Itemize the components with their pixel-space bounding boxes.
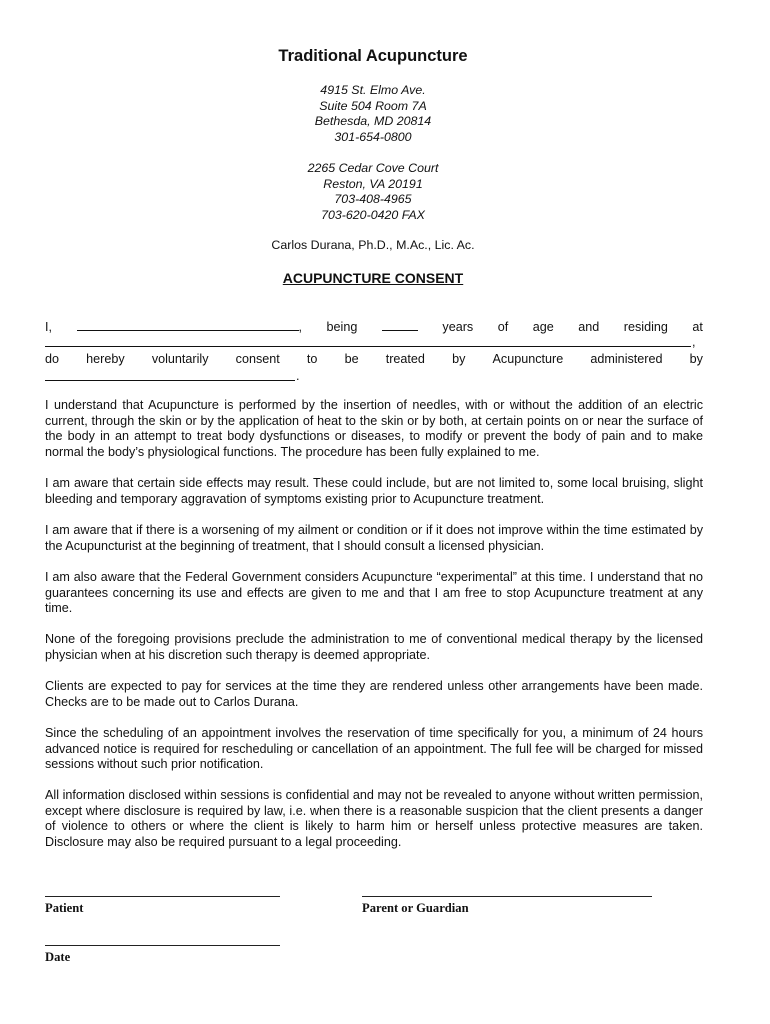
practitioner-period: . bbox=[296, 369, 300, 383]
fax-line: 703-620-0420 FAX bbox=[321, 207, 425, 222]
name-field-group bbox=[77, 320, 303, 334]
word: to bbox=[306, 352, 318, 366]
age-blank[interactable] bbox=[382, 320, 418, 331]
practice-title: Traditional Acupuncture bbox=[278, 47, 468, 65]
paragraph-confidentiality: All information disclosed within sessions is confidential and may not be revealed to anyone without written permission, except where disclosure is required by law, i.e. when there is a reasonable suspicion that the client presents a danger of violence to others or where the client is likely to harm him or herself unless protective measures are taken. Disclosure may also be required pursuant to a legal proceeding. bbox=[45, 788, 703, 849]
word: , bbox=[298, 320, 303, 334]
address-blank[interactable] bbox=[45, 346, 691, 347]
address-line: 2265 Cedar Cove Court bbox=[307, 161, 439, 175]
bethesda-address bbox=[0, 83, 746, 145]
address-line: Reston, VA 20191 bbox=[323, 176, 423, 191]
paragraph-conventional-therapy: None of the foregoing provisions preclude the administration to me of conventional medical therapy by the licensed physician when at his discretion such therapy is deemed appropriate. bbox=[45, 632, 703, 662]
word: voluntarily bbox=[151, 352, 209, 366]
guardian-signature-line[interactable] bbox=[362, 896, 652, 897]
word: by bbox=[689, 352, 703, 366]
word: years bbox=[442, 320, 474, 334]
word: do bbox=[45, 352, 60, 366]
word: age bbox=[532, 320, 554, 334]
paragraph-side-effects: I am aware that certain side effects may result. These could include, but are not limited to, some local bruising, slight bleeding and temporary aggravation of symptoms existing prior to Acupuncture treatment. bbox=[45, 476, 703, 506]
address-comma: , bbox=[692, 335, 696, 349]
name-blank[interactable] bbox=[77, 320, 299, 331]
paragraph-worsening: I am aware that if there is a worsening of my ailment or condition or if it does not improve within the time estimated by the Acupuncturist at the beginning of treatment, that I should consult a licensed physician. bbox=[45, 523, 703, 553]
doctor-credentials: Carlos Durana, Ph.D., M.Ac., Lic. Ac. bbox=[271, 238, 475, 252]
phone-line: 703-408-4965 bbox=[334, 192, 412, 207]
word: consent bbox=[235, 352, 280, 366]
word: treated bbox=[385, 352, 425, 366]
reston-address bbox=[0, 161, 746, 223]
word: and bbox=[578, 320, 600, 334]
paragraph-payment: Clients are expected to pay for services at the time they are rendered unless other arrangements have been made. Checks are to be made out to Carlos Durana. bbox=[45, 679, 703, 709]
word: by bbox=[452, 352, 466, 366]
date-line[interactable] bbox=[45, 945, 280, 946]
paragraph-procedure: I understand that Acupuncture is performed by the insertion of needles, with or without the addition of an electric current, through the skin or by the application of heat to the skin or by both, at certain points on or near the surface of the body in an attempt to treat body dysfunctions or diseases, to modify or prevent the body of pain and to make normal the body’s physiological functions. The procedure has been fully explained to me. bbox=[45, 398, 703, 459]
consent-line-3 bbox=[45, 352, 703, 366]
consent-heading bbox=[0, 270, 746, 286]
word: residing bbox=[623, 320, 668, 334]
address-line: 4915 St. Elmo Ave. bbox=[320, 83, 426, 97]
practitioner-blank[interactable] bbox=[45, 380, 295, 381]
paragraph-experimental: I am also aware that the Federal Government considers Acupuncture “experimental” at this time. I understand that no guarantees concerning its use and effects are given to me and that I am free to stop Acupuncture treatment at any time. bbox=[45, 570, 703, 616]
word: be bbox=[344, 352, 359, 366]
guardian-label: Parent or Guardian bbox=[362, 901, 469, 915]
word: administered bbox=[590, 352, 663, 366]
word: being bbox=[326, 320, 358, 334]
consent-line-1 bbox=[45, 320, 703, 334]
word: at bbox=[692, 320, 703, 334]
word: hereby bbox=[86, 352, 125, 366]
patient-label: Patient bbox=[45, 901, 84, 915]
phone-line: 301-654-0800 bbox=[334, 129, 412, 144]
patient-signature-line[interactable] bbox=[45, 896, 280, 897]
address-line: Suite 504 Room 7A bbox=[319, 98, 427, 113]
word: of bbox=[497, 320, 509, 334]
consent-heading-text: ACUPUNCTURE CONSENT bbox=[282, 270, 464, 286]
paragraph-scheduling: Since the scheduling of an appointment involves the reservation of time specifically for you, a minimum of 24 hours advanced notice is required for rescheduling or cancellation of an appointment. The full fee will be charged for missed sessions without such prior notification. bbox=[45, 726, 703, 772]
date-label: Date bbox=[45, 950, 71, 964]
word: I, bbox=[45, 320, 52, 334]
word: Acupuncture bbox=[492, 352, 564, 366]
address-line: Bethesda, MD 20814 bbox=[314, 114, 432, 129]
